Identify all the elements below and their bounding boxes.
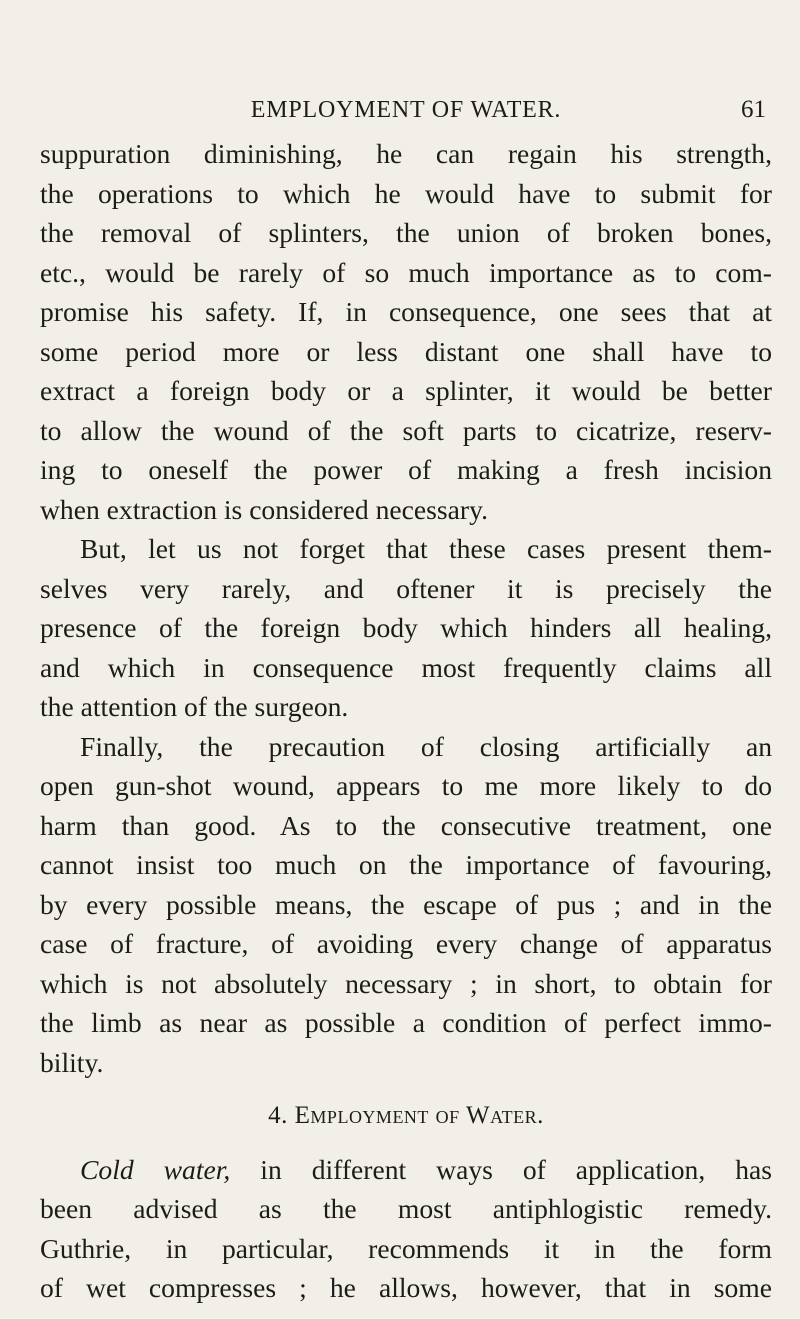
text-line: But, let us not forget that these cases present them-	[80, 533, 772, 564]
page-number: 61	[741, 96, 766, 123]
text-line: promise his safety. If, in consequence, one sees that at	[40, 296, 772, 327]
text-line: the operations to which he would have to submit for	[40, 177, 772, 209]
text-line: suppuration diminishing, he can regain his strength,	[40, 138, 772, 169]
text-line: to allow the wound of the soft parts to cicatrize, reserv-	[40, 414, 772, 446]
paragraph-1	[40, 134, 772, 529]
text-line: ing to oneself the power of making a fresh incision	[40, 454, 772, 485]
text-line: some period more or less distant one shall have to	[40, 335, 772, 367]
text-line: open gun-shot wound, appears to me more likely to do	[40, 770, 772, 801]
text-line: the removal of splinters, the union of broken bones,	[40, 217, 772, 248]
section-heading	[40, 1096, 772, 1136]
text-line: extract a foreign body or a splinter, it would be better	[40, 375, 772, 406]
italic-phrase: Cold water,	[80, 1153, 231, 1185]
book-page	[40, 90, 772, 1308]
text-line: bility.	[40, 1046, 104, 1078]
text-line: harm than good. As to the consecutive treatment, one	[40, 809, 772, 841]
section-title: Employment of Water.	[294, 1102, 544, 1129]
section-number: 4.	[268, 1102, 288, 1129]
text-line: of wet compresses ; he allows, however, that in some	[40, 1272, 772, 1303]
text-line: by every possible means, the escape of pus ; and in the	[40, 888, 772, 920]
text-line: been advised as the most antiphlogistic remedy.	[40, 1193, 772, 1224]
text-line: case of fracture, of avoiding every change of apparatus	[40, 928, 772, 959]
text-run: in different ways of application, has	[230, 1153, 772, 1185]
text-line: Finally, the precaution of closing artificially an	[80, 730, 772, 762]
text-line: when extraction is considered necessary.	[40, 493, 488, 525]
text-line: cannot insist too much on the importance of favouring,	[40, 849, 772, 880]
text-line: the limb as near as possible a condition of perfect immo-	[40, 1007, 772, 1038]
text-line: presence of the foreign body which hinders all healing,	[40, 612, 772, 643]
text-line: selves very rarely, and oftener it is precisely the	[40, 572, 772, 604]
running-title: EMPLOYMENT OF WATER.	[250, 97, 562, 123]
text-line: Guthrie, in particular, recommends it in the form	[40, 1232, 772, 1264]
text-line: which is not absolutely necessary ; in short, to obtain for	[40, 967, 772, 999]
paragraph-4	[40, 1150, 772, 1308]
paragraph-3	[40, 727, 772, 1083]
text-line	[40, 1150, 772, 1190]
body-text	[40, 134, 772, 1308]
running-head	[40, 90, 772, 130]
text-line: etc., would be rarely of so much importance as to com-	[40, 256, 772, 288]
text-line: and which in consequence most frequently claims all	[40, 651, 772, 683]
paragraph-2	[40, 529, 772, 727]
text-line: the attention of the surgeon.	[40, 691, 349, 722]
